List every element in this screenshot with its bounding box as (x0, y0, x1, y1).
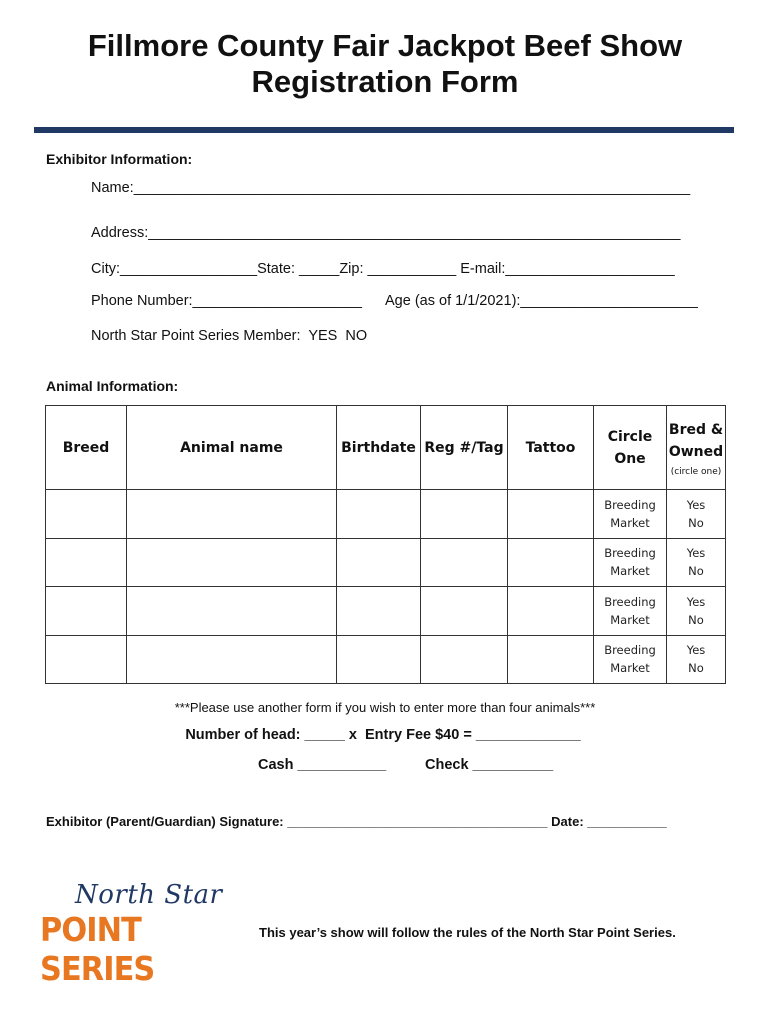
tattoo-cell[interactable] (508, 538, 594, 587)
form-title-line2: Registration Form (251, 64, 519, 99)
phone-field[interactable]: Phone Number:_____________________ (91, 293, 362, 309)
col-tattoo: Tattoo (508, 406, 594, 490)
logo-main-text: POINT SERIES (40, 910, 155, 988)
animal-table (45, 405, 726, 684)
birthdate-cell[interactable] (337, 490, 421, 539)
animal-name-cell[interactable] (127, 538, 337, 587)
breed-cell[interactable] (46, 587, 127, 636)
option-yes[interactable]: Yes (686, 497, 706, 512)
table-row (46, 538, 726, 587)
check-field[interactable]: Check __________ (425, 757, 554, 773)
member-field[interactable]: North Star Point Series Member: YES NO (91, 328, 368, 344)
cash-field[interactable]: Cash ___________ (258, 757, 387, 773)
bred-owned-cell[interactable] (667, 635, 726, 684)
animal-name-cell[interactable] (127, 587, 337, 636)
age-field[interactable]: Age (as of 1/1/2021):______________________ (385, 293, 698, 309)
col-reg-tag: Reg #/Tag (421, 406, 508, 490)
tattoo-cell[interactable] (508, 587, 594, 636)
circle-one-cell[interactable] (594, 587, 667, 636)
table-row (46, 587, 726, 636)
bred-owned-cell[interactable] (667, 490, 726, 539)
birthdate-cell[interactable] (337, 635, 421, 684)
circle-one-cell[interactable] (594, 490, 667, 539)
birthdate-cell[interactable] (337, 587, 421, 636)
breed-cell[interactable] (46, 490, 127, 539)
exhibitor-heading: Exhibitor Information: (46, 151, 193, 167)
option-no[interactable]: No (688, 661, 704, 676)
form-title-line1: Fillmore County Fair Jackpot Beef Show (87, 28, 683, 63)
col-breed: Breed (46, 406, 127, 490)
bred-owned-cell[interactable] (667, 538, 726, 587)
entry-fee-line[interactable]: Number of head: _____ x Entry Fee $40 = _____________ (185, 727, 581, 743)
option-breeding[interactable]: Breeding (604, 594, 656, 609)
birthdate-cell[interactable] (337, 538, 421, 587)
option-market[interactable]: Market (610, 515, 650, 530)
breed-cell[interactable] (46, 538, 127, 587)
signature-line[interactable]: Exhibitor (Parent/Guardian) Signature: ____________________________________ Date: ___________ (46, 814, 667, 829)
option-yes[interactable]: Yes (686, 546, 706, 561)
animal-name-cell[interactable] (127, 635, 337, 684)
col-animal-name: Animal name (127, 406, 337, 490)
more-animals-note: ***Please use another form if you wish to enter more than four animals*** (174, 700, 596, 715)
col-circle-one-label: Circle One (607, 428, 653, 467)
rules-note: This year’s show will follow the rules of the North Star Point Series. (259, 925, 676, 940)
col-circle-one (594, 406, 667, 490)
option-yes[interactable]: Yes (686, 594, 706, 609)
option-breeding[interactable]: Breeding (604, 497, 656, 512)
city-state-zip-email-field[interactable]: City:_________________State: _____Zip: ___________ E-mail:_____________________ (91, 261, 675, 277)
col-bred-owned (667, 406, 726, 490)
col-bred-owned-label: Bred & Owned (668, 421, 724, 460)
bred-owned-cell[interactable] (667, 587, 726, 636)
tattoo-cell[interactable] (508, 635, 594, 684)
option-no[interactable]: No (688, 564, 704, 579)
reg-tag-cell[interactable] (421, 490, 508, 539)
option-breeding[interactable]: Breeding (604, 643, 656, 658)
reg-tag-cell[interactable] (421, 587, 508, 636)
north-star-point-series-logo (40, 880, 250, 988)
reg-tag-cell[interactable] (421, 538, 508, 587)
col-bred-owned-note: (circle one) (670, 466, 722, 477)
animal-name-cell[interactable] (127, 490, 337, 539)
option-market[interactable]: Market (610, 612, 650, 627)
table-row (46, 635, 726, 684)
circle-one-cell[interactable] (594, 538, 667, 587)
reg-tag-cell[interactable] (421, 635, 508, 684)
logo-script-text: North Star (75, 880, 223, 910)
tattoo-cell[interactable] (508, 490, 594, 539)
option-yes[interactable]: Yes (686, 643, 706, 658)
option-market[interactable]: Market (610, 661, 650, 676)
name-field[interactable]: Name:_____________________________________________________________________ (91, 180, 691, 196)
address-field[interactable]: Address:__________________________________________________________________ (91, 225, 681, 241)
breed-cell[interactable] (46, 635, 127, 684)
option-market[interactable]: Market (610, 564, 650, 579)
option-no[interactable]: No (688, 515, 704, 530)
col-birthdate: Birthdate (337, 406, 421, 490)
animal-heading: Animal Information: (46, 378, 179, 394)
option-breeding[interactable]: Breeding (604, 546, 656, 561)
option-no[interactable]: No (688, 612, 704, 627)
table-row (46, 490, 726, 539)
animal-table-header (46, 406, 726, 490)
header-rule (34, 127, 734, 133)
circle-one-cell[interactable] (594, 635, 667, 684)
